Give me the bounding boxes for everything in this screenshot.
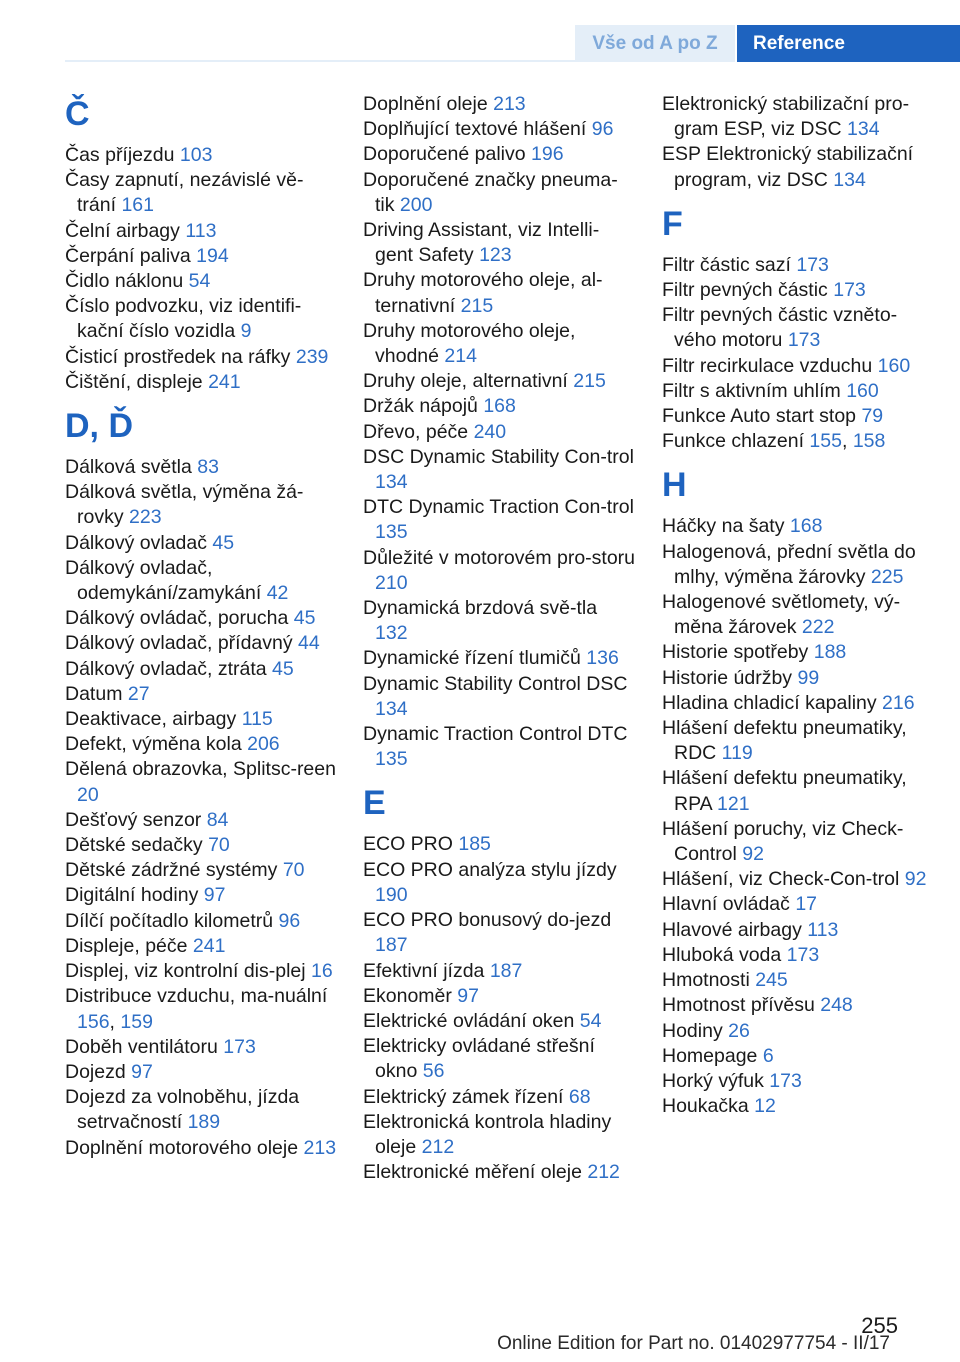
index-entry-text: DSC Dynamic Stability Con‐trol: [363, 445, 634, 468]
index-entry-text: Funkce Auto start stop: [662, 405, 857, 428]
page-reference-link[interactable]: 45: [293, 607, 316, 630]
index-entry-text: Driving Assistant, viz Intelli‐gent Safety: [363, 219, 600, 267]
index-entry-text: Dojezd: [65, 1060, 126, 1083]
page-reference-link[interactable]: 190: [375, 883, 408, 906]
page-reference-link[interactable]: 158: [852, 430, 886, 453]
index-entry: [363, 117, 635, 142]
index-entry-text: Dálkový ovládač, porucha: [65, 607, 289, 630]
index-entry: [65, 606, 337, 631]
index-entry: [65, 732, 337, 757]
index-entry: [662, 716, 932, 766]
index-entry-text: Defekt, výměna kola: [65, 733, 242, 756]
index-entry-text: Druhy motorového oleje, vhodné: [363, 319, 576, 368]
index-entry: [662, 993, 932, 1018]
index-entry: [363, 420, 635, 445]
index-entry-text: Doplnění oleje: [363, 93, 488, 115]
index-entry: [363, 959, 635, 984]
index-entry-text: Druhy oleje, alternativní: [363, 370, 568, 393]
page-reference-link[interactable]: 213: [303, 1136, 337, 1159]
index-entry-text: Elektronická kontrola hladiny oleje: [363, 1110, 612, 1158]
page-reference-link[interactable]: 200: [399, 193, 433, 216]
index-entry-text: Dětské sedačky: [65, 834, 203, 857]
index-entry-text: Houkačka: [662, 1095, 749, 1118]
index-entry-text: ESP Elektronický stabilizační program, viz DSC: [662, 143, 914, 191]
page-reference-link[interactable]: 173: [796, 253, 829, 276]
index-entry-text: Důležité v motorovém pro‐storu: [363, 546, 636, 569]
index-entry: [65, 455, 337, 480]
index-column-3: [662, 92, 932, 1119]
page-reference-link[interactable]: 196: [531, 143, 564, 166]
index-letter-heading: E: [363, 784, 386, 823]
index-entry: [65, 345, 337, 370]
page-reference-link[interactable]: 54: [579, 1009, 602, 1032]
index-entry-text: ECO PRO analýza stylu jízdy: [363, 858, 617, 881]
index-entry-text: Efektivní jízda: [363, 959, 485, 982]
index-entry-text: Homepage: [662, 1044, 758, 1067]
index-entry: [363, 268, 635, 318]
page-reference-link[interactable]: 185: [458, 833, 491, 856]
index-entry-text: Dešťový senzor: [65, 808, 202, 831]
index-entry-text: Hmotnost přívěsu: [662, 994, 815, 1017]
index-entry: [662, 817, 932, 867]
index-entry: [662, 540, 932, 590]
index-entry: [65, 657, 337, 682]
index-entry: [662, 918, 932, 943]
index-entry-group: [662, 92, 932, 193]
index-entry-text: Háčky na šaty: [662, 515, 785, 538]
index-entry-text: Čerpání paliva: [65, 244, 191, 267]
index-entry: [65, 808, 337, 833]
index-entry-text: Hlášení defektu pneumatiky, RPA: [662, 767, 907, 815]
page-reference-link[interactable]: 97: [131, 1060, 153, 1083]
index-entry-text: Filtr částic sazí: [662, 253, 791, 276]
chapter-tab: Reference: [737, 25, 960, 62]
page-reference-link[interactable]: 173: [769, 1069, 802, 1092]
index-entry: [662, 354, 932, 379]
page-reference-link[interactable]: 194: [196, 244, 229, 267]
index-entry: [363, 142, 635, 167]
page-reference-link[interactable]: 214: [444, 345, 477, 368]
index-entry: [65, 294, 337, 344]
page-reference-link[interactable]: 245: [755, 969, 788, 992]
index-entry-text: Číslo podvozku, viz identifi‐kační číslo vozidla: [65, 295, 302, 343]
index-entry-group: [65, 143, 337, 395]
index-entry-text: Dělená obrazovka, Splitsc‐reen: [65, 758, 336, 781]
page-reference-link[interactable]: 103: [179, 144, 213, 166]
page-reference-link[interactable]: 136: [586, 647, 619, 670]
page-reference-link[interactable]: 168: [789, 515, 823, 538]
index-entry: [363, 1009, 635, 1034]
page-reference-link[interactable]: 97: [457, 984, 479, 1007]
page-reference-link[interactable]: 6: [762, 1044, 774, 1067]
index-entry-text: Dřevo, péče: [363, 420, 469, 443]
index-entry-group: [662, 514, 932, 1119]
page-number: 255: [861, 1313, 898, 1338]
page-reference-link[interactable]: 9: [240, 320, 252, 343]
index-entry-text: Distribuce vzduchu, ma‐nuální: [65, 985, 328, 1008]
index-entry-text: Hlášení defektu pneumatiky, RDC: [662, 717, 907, 765]
index-entry-text: Historie spotřeby: [662, 641, 809, 664]
index-entry: [363, 984, 635, 1009]
page-reference-link[interactable]: 134: [833, 168, 866, 191]
index-entry: [662, 514, 932, 539]
index-entry: [363, 394, 635, 419]
index-entry-text: Horký výfuk: [662, 1069, 764, 1092]
page-reference-link[interactable]: 99: [797, 666, 820, 689]
index-entry-text: Hlavové airbagy: [662, 918, 802, 941]
index-letter-heading: F: [662, 204, 683, 243]
index-entry: [662, 253, 932, 278]
page-reference-link[interactable]: 135: [375, 748, 408, 771]
page-reference-link[interactable]: 12: [754, 1095, 776, 1118]
index-entry-text: Ekonoměr: [363, 984, 452, 1007]
index-entry-text: Dálkový ovladač: [65, 531, 207, 554]
index-entry-text: Elektrický zámek řízení: [363, 1085, 564, 1108]
index-entry-text: Halogenová, přední světla do mlhy, výměna žárovky: [662, 540, 916, 588]
index-entry: [363, 92, 635, 117]
index-entry-text: Datum: [65, 682, 123, 705]
index-entry: [662, 92, 932, 142]
index-entry: [65, 269, 337, 294]
index-entry-text: Funkce chlazení: [662, 430, 804, 453]
page-reference-link[interactable]: 206: [247, 733, 280, 756]
index-entry: [662, 892, 932, 917]
page-reference-link[interactable]: 160: [877, 354, 911, 377]
page-reference-link[interactable]: 187: [375, 934, 408, 957]
index-entry: [65, 531, 337, 556]
page-reference-link[interactable]: 189: [187, 1111, 221, 1134]
index-entry: [363, 546, 635, 596]
page-reference-link[interactable]: 113: [807, 918, 839, 941]
index-entry-text: Hluboká voda: [662, 943, 782, 966]
index-letter-heading: Č: [65, 95, 90, 133]
page-reference-link[interactable]: 222: [801, 616, 835, 639]
index-entry-text: Doporučené značky pneuma‐tik: [363, 168, 618, 216]
page-reference-link[interactable]: 96: [278, 909, 301, 932]
index-entry: [662, 379, 932, 404]
index-entry: [65, 1085, 337, 1135]
index-entry: [65, 168, 337, 218]
index-entry-text: Hlášení, viz Check-Con‐trol: [662, 868, 900, 891]
index-entry: [363, 319, 635, 369]
page-reference-link[interactable]: 27: [127, 682, 150, 705]
index-entry-text: Držák nápojů: [363, 395, 478, 418]
page-reference-link[interactable]: 173: [786, 943, 820, 966]
index-entry: [363, 218, 635, 268]
index-entry-text: Dálková světla: [65, 456, 192, 479]
page-reference-link[interactable]: 156: [77, 1010, 110, 1033]
header-rule: [65, 60, 575, 62]
index-entry-text: Elektrické ovládání oken: [363, 1009, 575, 1032]
page-reference-link[interactable]: 239: [295, 345, 329, 368]
index-entry-text: Filtr recirkulace vzduchu: [662, 354, 873, 377]
index-entry-text: Elektricky ovládané střešní okno: [363, 1035, 595, 1083]
section-title: Vše od A po Z: [575, 25, 735, 62]
page-reference-link[interactable]: 84: [206, 808, 229, 831]
index-entry-text: Druhy motorového oleje, al‐ternativní: [363, 269, 603, 317]
index-entry: [65, 244, 337, 269]
page-reference-link[interactable]: 212: [421, 1135, 455, 1158]
index-entry: [65, 1136, 337, 1161]
page-reference-link[interactable]: 241: [208, 370, 241, 393]
index-entry-text: Dálkový ovladač, přídavný: [65, 632, 293, 655]
page-reference-link[interactable]: 135: [375, 521, 408, 544]
page-reference-link[interactable]: 70: [282, 859, 305, 882]
index-entry-text: Hladina chladicí kapaliny: [662, 691, 877, 714]
page-reference-link[interactable]: 113: [185, 219, 217, 242]
page-reference-link[interactable]: 92: [742, 843, 764, 866]
index-entry: [65, 1035, 337, 1060]
index-entry-group: [65, 455, 337, 1161]
index-entry-text: Historie údržby: [662, 666, 793, 689]
index-entry-text: Čisticí prostředek na ráfky: [65, 345, 291, 368]
index-entry-group: [662, 253, 932, 455]
index-entry-text: Dojezd za volnoběhu, jízda setrvačností: [65, 1086, 300, 1134]
index-entry-text: Dílčí počítadlo kilometrů: [65, 909, 274, 932]
index-entry: [65, 934, 337, 959]
page-reference-link[interactable]: 225: [870, 565, 904, 588]
index-entry-group: [363, 92, 635, 772]
index-entry: [363, 908, 635, 958]
index-entry-text: DTC Dynamic Traction Con‐trol: [363, 496, 634, 519]
index-entry-text: Doplnění motorového oleje: [65, 1136, 299, 1159]
page-reference-link[interactable]: 168: [483, 395, 516, 418]
page-reference-link[interactable]: 173: [223, 1035, 256, 1058]
index-column-2: [363, 92, 635, 1185]
index-entry-text: Čidlo náklonu: [65, 270, 184, 293]
page-reference-link[interactable]: 210: [375, 571, 408, 594]
index-entry-text: Doporučené palivo: [363, 143, 526, 166]
index-entry-group: [363, 832, 635, 1185]
page-reference-link[interactable]: 68: [568, 1085, 591, 1108]
page-reference-link[interactable]: 188: [813, 641, 847, 664]
page-reference-link[interactable]: 56: [422, 1060, 445, 1083]
index-entry-text: Hlášení poruchy, viz Check-Control: [662, 817, 904, 866]
page-reference-link[interactable]: 223: [129, 506, 162, 529]
page-reference-link[interactable]: 121: [717, 792, 750, 815]
page-reference-link[interactable]: 44: [298, 632, 320, 655]
page-reference-link[interactable]: 240: [473, 420, 507, 443]
page-reference-link[interactable]: 70: [208, 834, 230, 857]
page-reference-link[interactable]: 17: [795, 893, 818, 916]
index-entry: [662, 691, 932, 716]
index-entry: [65, 757, 337, 807]
index-entry: [65, 556, 337, 606]
page-reference-link[interactable]: 79: [861, 405, 884, 428]
page-reference-link[interactable]: 119: [721, 742, 753, 765]
page-reference-link[interactable]: 54: [188, 270, 211, 293]
page-reference-link[interactable]: 173: [787, 329, 821, 352]
index-entry: [65, 219, 337, 244]
index-entry: [662, 1044, 932, 1069]
page-reference-link[interactable]: 96: [591, 118, 614, 141]
page-reference-link[interactable]: 16: [311, 960, 333, 983]
index-entry: [363, 445, 635, 495]
page-reference-link[interactable]: 123: [479, 244, 512, 267]
index-entry-text: Dětské zádržné systémy: [65, 859, 278, 882]
index-entry-text: Dálkový ovladač, odemykání/zamykání: [65, 556, 262, 605]
index-entry: [363, 858, 635, 908]
index-entry-text: Dynamické řízení tlumičů: [363, 647, 581, 670]
index-entry: [363, 1034, 635, 1084]
index-entry-text: Časy zapnutí, nezávislé vě‐trání: [65, 169, 304, 217]
page-header: [0, 25, 960, 62]
index-entry: [662, 666, 932, 691]
page-reference-link[interactable]: 248: [820, 994, 853, 1017]
index-entry: [662, 303, 932, 353]
page-reference-link[interactable]: 160: [846, 379, 879, 402]
index-entry: [363, 646, 635, 671]
index-entry: Distribuce vzduchu, ma‐nuální 156, 159: [65, 985, 328, 1033]
index-entry: [662, 968, 932, 993]
index-entry-text: Deaktivace, airbagy: [65, 708, 237, 731]
index-entry: [363, 832, 635, 857]
index-entry-text: Displej, viz kontrolní dis‐plej: [65, 960, 306, 983]
index-entry: [363, 369, 635, 394]
page-reference-link[interactable]: 132: [375, 622, 408, 645]
index-entry: [363, 722, 635, 772]
index-entry-text: Dynamic Traction Control DTC: [363, 723, 628, 746]
page-reference-link[interactable]: 241: [192, 934, 226, 957]
page-reference-link[interactable]: 187: [489, 959, 523, 982]
index-entry-text: Halogenové světlomety, vý‐měna žárovek: [662, 591, 901, 639]
page-reference-link[interactable]: 134: [375, 471, 408, 494]
index-entry: [65, 858, 337, 883]
index-entry: [363, 596, 635, 646]
index-entry: [363, 168, 635, 218]
index-entry: [662, 278, 932, 303]
index-entry: [65, 883, 337, 908]
index-entry: [65, 909, 337, 934]
index-entry: [662, 1019, 932, 1044]
page-reference-link[interactable]: 159: [120, 1010, 153, 1033]
page-reference-link[interactable]: 83: [197, 456, 219, 479]
index-entry-text: ECO PRO bonusový do‐jezd: [363, 909, 612, 932]
page-reference-link[interactable]: 97: [203, 884, 226, 907]
index-entry: Funkce chlazení 155, 158: [662, 430, 886, 453]
index-entry: [65, 682, 337, 707]
page-reference-link[interactable]: 134: [847, 118, 880, 141]
index-entry: [65, 959, 337, 984]
page-reference-link[interactable]: 92: [904, 868, 927, 891]
page-reference-link[interactable]: 26: [728, 1019, 750, 1042]
index-entry: [363, 495, 635, 545]
edition-footer: Online Edition for Part no. 01402977754 - II/17: [497, 1333, 890, 1354]
index-entry: [65, 1060, 337, 1085]
index-entry-text: Hmotnosti: [662, 969, 750, 992]
page-reference-link[interactable]: 155: [809, 430, 842, 453]
page-reference-link[interactable]: 215: [573, 370, 606, 393]
index-entry-text: Dynamic Stability Control DSC: [363, 672, 628, 695]
page-reference-link[interactable]: 216: [882, 691, 915, 714]
index-entry-text: Čištění, displeje: [65, 370, 203, 393]
index-entry: [363, 1085, 635, 1110]
index-letter-heading: H: [662, 466, 687, 505]
index-entry: [363, 1160, 635, 1185]
index-entry-text: Digitální hodiny: [65, 884, 199, 907]
page-reference-link[interactable]: 115: [241, 708, 273, 731]
index-entry: [65, 833, 337, 858]
index-entry-text: ECO PRO: [363, 833, 453, 856]
index-entry: [662, 142, 932, 192]
index-entry: [662, 943, 932, 968]
index-entry: [662, 590, 932, 640]
index-entry: [65, 480, 337, 530]
page-reference-link[interactable]: 42: [266, 582, 289, 605]
index-entry: [662, 1069, 932, 1094]
page-reference-link[interactable]: 134: [375, 697, 408, 720]
index-letter-heading: D, Ď: [65, 407, 133, 446]
index-entry-text: Dynamická brzdová svě‐tla: [363, 597, 598, 620]
index-entry-text: Displeje, péče: [65, 934, 188, 957]
index-entry: [65, 143, 337, 168]
index-entry: [662, 766, 932, 816]
index-entry-text: Čas příjezdu: [65, 144, 175, 166]
index-entry: [662, 640, 932, 665]
index-entry-text: Doplňující textové hlášení: [363, 118, 587, 141]
page-reference-link[interactable]: 173: [833, 279, 866, 302]
index-entry-text: Filtr pevných částic: [662, 279, 828, 302]
index-entry-text: Elektronické měření oleje: [363, 1161, 582, 1184]
index-entry: [65, 370, 337, 395]
index-entry-text: Elektronický stabilizační pro‐gram ESP, viz DSC: [662, 93, 910, 141]
page-reference-link[interactable]: 45: [272, 657, 294, 680]
page-reference-link[interactable]: 20: [77, 783, 99, 806]
index-entry: [65, 631, 337, 656]
index-entry-text: Čelní airbagy: [65, 219, 180, 242]
page-reference-link[interactable]: 161: [121, 194, 154, 217]
index-entry-text: Dálkový ovladač, ztráta: [65, 657, 267, 680]
index-entry: [363, 672, 635, 722]
page-reference-link[interactable]: 213: [493, 93, 526, 115]
index-column-1: [65, 92, 337, 1161]
index-entry-text: Filtr s aktivním uhlím: [662, 379, 841, 402]
index-entry-text: Dálková světla, výměna žá‐rovky: [65, 481, 304, 529]
page-reference-link[interactable]: 215: [460, 294, 494, 317]
index-entry: [363, 1110, 635, 1160]
index-entry: [65, 707, 337, 732]
index-entry-text: Hodiny: [662, 1019, 723, 1042]
index-entry-text: Doběh ventilátoru: [65, 1035, 218, 1058]
index-entry-text: Filtr pevných částic vzněto‐vého motoru: [662, 304, 898, 352]
index-entry: [662, 404, 932, 429]
index-entry-text: Hlavní ovládač: [662, 893, 790, 916]
index-entry: [662, 867, 932, 892]
page-reference-link[interactable]: 45: [212, 531, 235, 554]
index-entry: [662, 1094, 932, 1119]
page-reference-link[interactable]: 212: [587, 1161, 620, 1184]
